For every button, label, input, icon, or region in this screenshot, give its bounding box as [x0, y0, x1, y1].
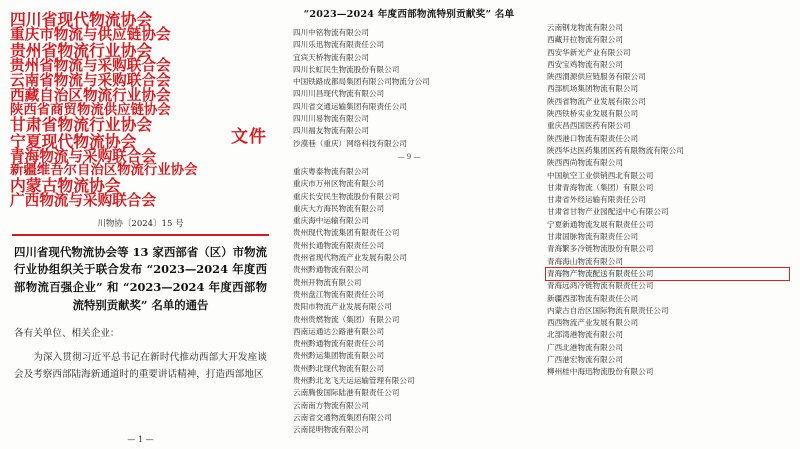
award-list-group-two [291, 166, 527, 437]
document-title: 四川省现代物流协会等 13 家西部省（区）市物流行业协组织关于联合发布 “2023—2024 年度西部物流百强企业” 和 “2023—2024 年度西部物流特别贡献奖” 名单的通告 [14, 244, 267, 312]
list-item: 云南南方物流有限公司 [293, 400, 369, 410]
list-item: 甘肃国脉物流有限责任公司 [547, 232, 639, 242]
list-item: 贵州长通物流有限责任公司 [293, 240, 385, 250]
letterhead-line: 贵州省物流与采购联合会 [10, 57, 171, 75]
highlighted-entry-wrapper [545, 268, 790, 280]
list-item: 贵州黔通物流有限公司 [293, 265, 369, 275]
list-item: 内蒙古自治区国际物流有限责任公司 [547, 305, 669, 315]
list-item: 广西北港物流有限公司 [547, 342, 623, 352]
red-letterhead [10, 12, 271, 209]
letterhead-line: 宁夏现代物流协会 [10, 131, 137, 151]
list-item: 柳州桂中海迅物流股份有限公司 [547, 367, 654, 377]
list-item: 四川乐迅物流有限责任公司 [293, 40, 385, 50]
list-item: 云南省交通物流集团有限公司 [293, 412, 392, 422]
list-item: 西部机场集团物流有限公司 [547, 84, 639, 94]
list-item: 陕西渭源供应链服务有限公司 [547, 72, 646, 82]
body-paragraph: 为深入贯彻习近平总书记在新时代推动西部大开发座谈会及考察西部陆海新通道时的重要讲话精神，打造西部地区 [14, 352, 267, 380]
list-item: 青海海山物流有限公司 [547, 256, 623, 266]
list-item: 贵州现代物流集团有限责任公司 [293, 228, 400, 238]
letterhead-line: 新疆维吾尔自治区物流行业协会 [10, 162, 198, 179]
list-item: 贵州黔运集团物流有限公司 [293, 351, 385, 361]
list-item: 甘肃青海物流（集团）有限公司 [547, 182, 654, 192]
list-item: 四川川昌现代物流有限公司 [293, 89, 385, 99]
list-item: 西藏开拉物流有限公司 [547, 35, 623, 45]
list-item: 贵州盘江物流有限责任公司 [293, 289, 385, 299]
left-document-panel [0, 0, 281, 449]
list-item: 陕西西尚物流有限公司 [547, 158, 623, 168]
right-list-panel [535, 0, 800, 449]
list-item: 新疆西部物流有限责任公司 [547, 293, 639, 303]
document-stamp-label: 文件 [231, 127, 267, 147]
list-item: 贵州省现代物流产业发展有限公司 [293, 253, 407, 263]
letterhead-line: 甘肃省物流行业协会 [10, 115, 153, 135]
letterhead-line: 陕西省商贸物流供应链协会 [10, 101, 171, 118]
award-list-group-one [291, 27, 527, 150]
list-item: 四川省交通运输集团有限责任公司 [293, 101, 407, 111]
list-item: 宁夏新通物流发展有限责任公司 [547, 219, 654, 229]
list-item: 重庆大方海民物流有限公司 [293, 203, 385, 213]
list-item: 重庆市万州区物流有限公司 [293, 179, 385, 189]
letterhead-line: 贵州省物流行业协会 [10, 40, 153, 60]
list-item: 贵州黔北龙飞天运运输管理有限公司 [293, 376, 415, 386]
list-item: 甘肃省甘物产业园配送中心有限公司 [547, 207, 669, 217]
document-number: 川物协〔2024〕15 号 [97, 219, 184, 230]
list-item: 甘肃省外经运输有限责任公司 [547, 195, 646, 205]
page-bottom-fade [535, 439, 800, 449]
list-item: 宜宾天桥物流有限公司 [293, 52, 369, 62]
list-item: 陕西省物流产业发展有限公司 [547, 96, 646, 106]
list-item: 陕西华达医药集团医药有限物流有限公司 [547, 145, 684, 155]
list-item: 云南昆明物流有限公司 [293, 425, 369, 435]
list-item: 四川长虹民生物流股份有限公司 [293, 64, 400, 74]
list-item: 贵州黔北现代物流有限公司 [293, 363, 385, 373]
body-paragraph: 各有关单位、相关企业： [14, 328, 120, 340]
letterhead-line: 四川省现代物流协会 [10, 10, 153, 29]
list-item: 四川川易物流有限公司 [293, 114, 369, 124]
letterhead-line: 重庆市物流与供应链协会 [10, 26, 171, 44]
page-bottom-fade [281, 439, 535, 449]
list-item: 四川福友物流有限公司 [293, 126, 369, 136]
letterhead-line: 广西物流与采购联合会 [10, 192, 156, 210]
list-item: 云南钢龙物流有限公司 [547, 23, 623, 32]
list-item: 青海繁多冷链物流股份有限公司 [547, 244, 654, 254]
list-item: 四川中铭物流有限公司 [293, 28, 369, 37]
list-item: 重庆昌西国医药有限公司 [547, 121, 631, 131]
list-item: 重庆粤泰物流有限公司 [293, 166, 369, 176]
left-page-number: — 1 — [127, 435, 154, 444]
middle-page-number: — 9 — [397, 152, 421, 161]
award-list-title: “2023—2024 年度西部物流特别贡献奖” 名单 [303, 9, 515, 20]
red-divider [12, 234, 269, 236]
list-item: 陕西港口物流有限责任公司 [547, 133, 639, 143]
list-item: 中国航空工业供销西北有限公司 [547, 170, 654, 180]
list-item: 西安华新光产业有限公司 [547, 47, 631, 57]
letterhead-line: 西藏自治区物流行业协会 [10, 86, 171, 104]
list-item: 西南运通达公路港有限公司 [293, 326, 385, 336]
list-item: 北部湾港物流有限公司 [547, 330, 623, 340]
list-item: 重庆长安民生物流股份有限公司 [293, 191, 400, 201]
letterhead-line: 内蒙古物流协会 [10, 176, 121, 196]
list-item: 西西物流产业发展有限公司 [547, 318, 639, 328]
list-item: 西安宝鸡物流有限公司 [547, 59, 623, 69]
list-item: 青海远鸿冷链物流有限责任公司 [547, 281, 654, 291]
list-item: 陕西铁桥实业发展有限公司 [547, 109, 639, 119]
list-item: 贵州贵燃物流（集团）有限公司 [293, 314, 400, 324]
letterhead-line: 青海物流与采购联合会 [10, 147, 156, 165]
list-item: 贵阳市物流产业发展有限公司 [293, 302, 392, 312]
list-item: 贵州黔通物流有限责任公司 [293, 339, 385, 349]
list-item: 沙漠巷（重庆）网络科技有限公司 [293, 138, 407, 148]
highlighted-list-item: 青海物产物流配送有限责任公司 [547, 268, 654, 278]
document-body [10, 326, 271, 383]
list-item: 广西港宏物流有限公司 [547, 355, 623, 365]
list-item: 贵州开物流有限公司 [293, 277, 362, 287]
middle-list-panel [281, 0, 535, 449]
letterhead-line: 云南省物流与采购联合会 [10, 71, 171, 89]
list-item: 重庆海中运输有限公司 [293, 216, 369, 226]
award-list-continued [545, 22, 790, 379]
list-item: 中国铁路成都局集团有限公司物流分公司 [293, 77, 430, 87]
list-item: 云南腾俊国际陆港有限责任公司 [293, 388, 400, 398]
